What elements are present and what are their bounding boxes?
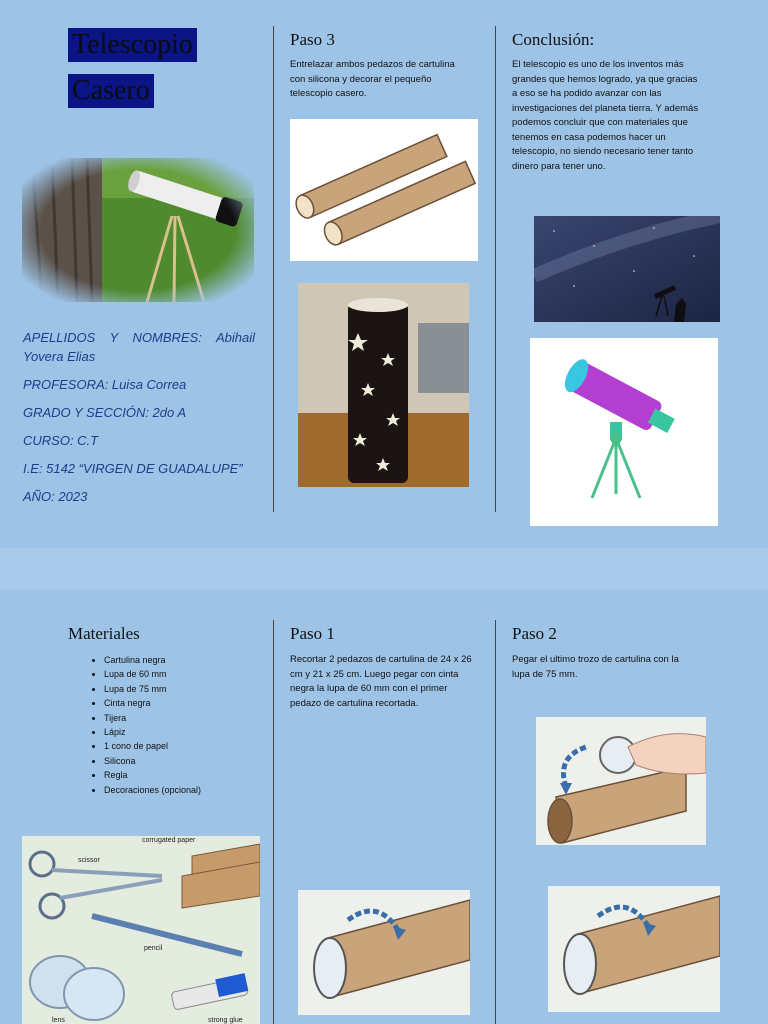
list-item: • Regla <box>104 768 201 782</box>
list-item: • Lápiz <box>104 725 201 739</box>
column-divider <box>273 26 274 512</box>
page-gap <box>0 548 768 590</box>
column-divider <box>273 620 274 1024</box>
column-divider <box>495 620 496 1024</box>
materials-list <box>88 653 201 797</box>
list-item: • Silicona <box>104 754 201 768</box>
paso3-text: Entrelazar ambos pedazos de cartulina con silicona y decorar el pequeño telescopio casero. <box>290 59 455 99</box>
paso1-text: Recortar 2 pedazos de cartulina de 24 x 26 cm y 21 x 25 cm. Luego pegar con cinta negra la lupa de 60 mm con el primer pedazo de cartulina recortada. <box>290 654 472 709</box>
list-item: • Decoraciones (opcional) <box>104 783 201 797</box>
column-divider <box>495 26 496 512</box>
conclusion-text: El telescopio es uno de los inventos más grandes que hemos logrado, ya que gracias a eso se ha podido avanzar con las investigaciones del planeta tierra. Y además podemos concluir que con materiales que tenemos en casa podemos hacer un telescopio, no siendo necesario tener tanto dinero para tener uno. <box>512 59 699 172</box>
student-info <box>23 328 255 515</box>
tube-lens-illustration-2 <box>548 886 720 1012</box>
night-sky-photo <box>534 216 720 322</box>
info-course: CURSO: C.T <box>23 433 99 448</box>
cover-title-line1: Telescopio <box>68 28 197 62</box>
paso3-heading: Paso 3 <box>290 30 335 49</box>
conclusion-heading: Conclusión: <box>512 30 595 49</box>
list-item: • Lupa de 75 mm <box>104 682 201 696</box>
telescope-photo <box>22 158 254 302</box>
cover-title-line2: Casero <box>68 74 154 108</box>
materiales-heading: Materiales <box>68 624 140 643</box>
info-grade: GRADO Y SECCIÓN: 2do A <box>23 405 187 420</box>
list-item: • 1 cono de papel <box>104 739 201 753</box>
rolled-tubes-illustration <box>290 119 478 261</box>
info-school: I.E: 5142 “VIRGEN DE GUADALUPE” <box>23 461 243 476</box>
list-item: • Tijera <box>104 711 201 725</box>
info-names: APELLIDOS Y NOMBRES: Abihail Yovera Elias <box>23 330 255 364</box>
tube-lens-illustration <box>298 890 470 1015</box>
label-pencil: pencil <box>144 945 163 952</box>
label-corrugated: corrugated paper <box>142 837 196 844</box>
list-item: • Cinta negra <box>104 696 201 710</box>
label-scissor: scissor <box>78 857 100 864</box>
list-item: • Lupa de 60 mm <box>104 667 201 681</box>
paso1-heading: Paso 1 <box>290 624 335 643</box>
list-item: • Cartulina negra <box>104 653 201 667</box>
label-glue: strong glue <box>208 1017 243 1024</box>
info-year: AÑO: 2023 <box>23 489 88 504</box>
label-lens: lens <box>52 1017 65 1024</box>
paso2-heading: Paso 2 <box>512 624 557 643</box>
materials-illustration <box>22 836 260 1024</box>
decorated-telescope-photo <box>298 283 469 487</box>
paso2-text: Pegar el ultimo trozo de cartulina con la lupa de 75 mm. <box>512 654 679 680</box>
purple-telescope-illustration <box>530 338 718 526</box>
hand-lens-illustration <box>536 717 706 845</box>
info-teacher: PROFESORA: Luisa Correa <box>23 377 187 392</box>
